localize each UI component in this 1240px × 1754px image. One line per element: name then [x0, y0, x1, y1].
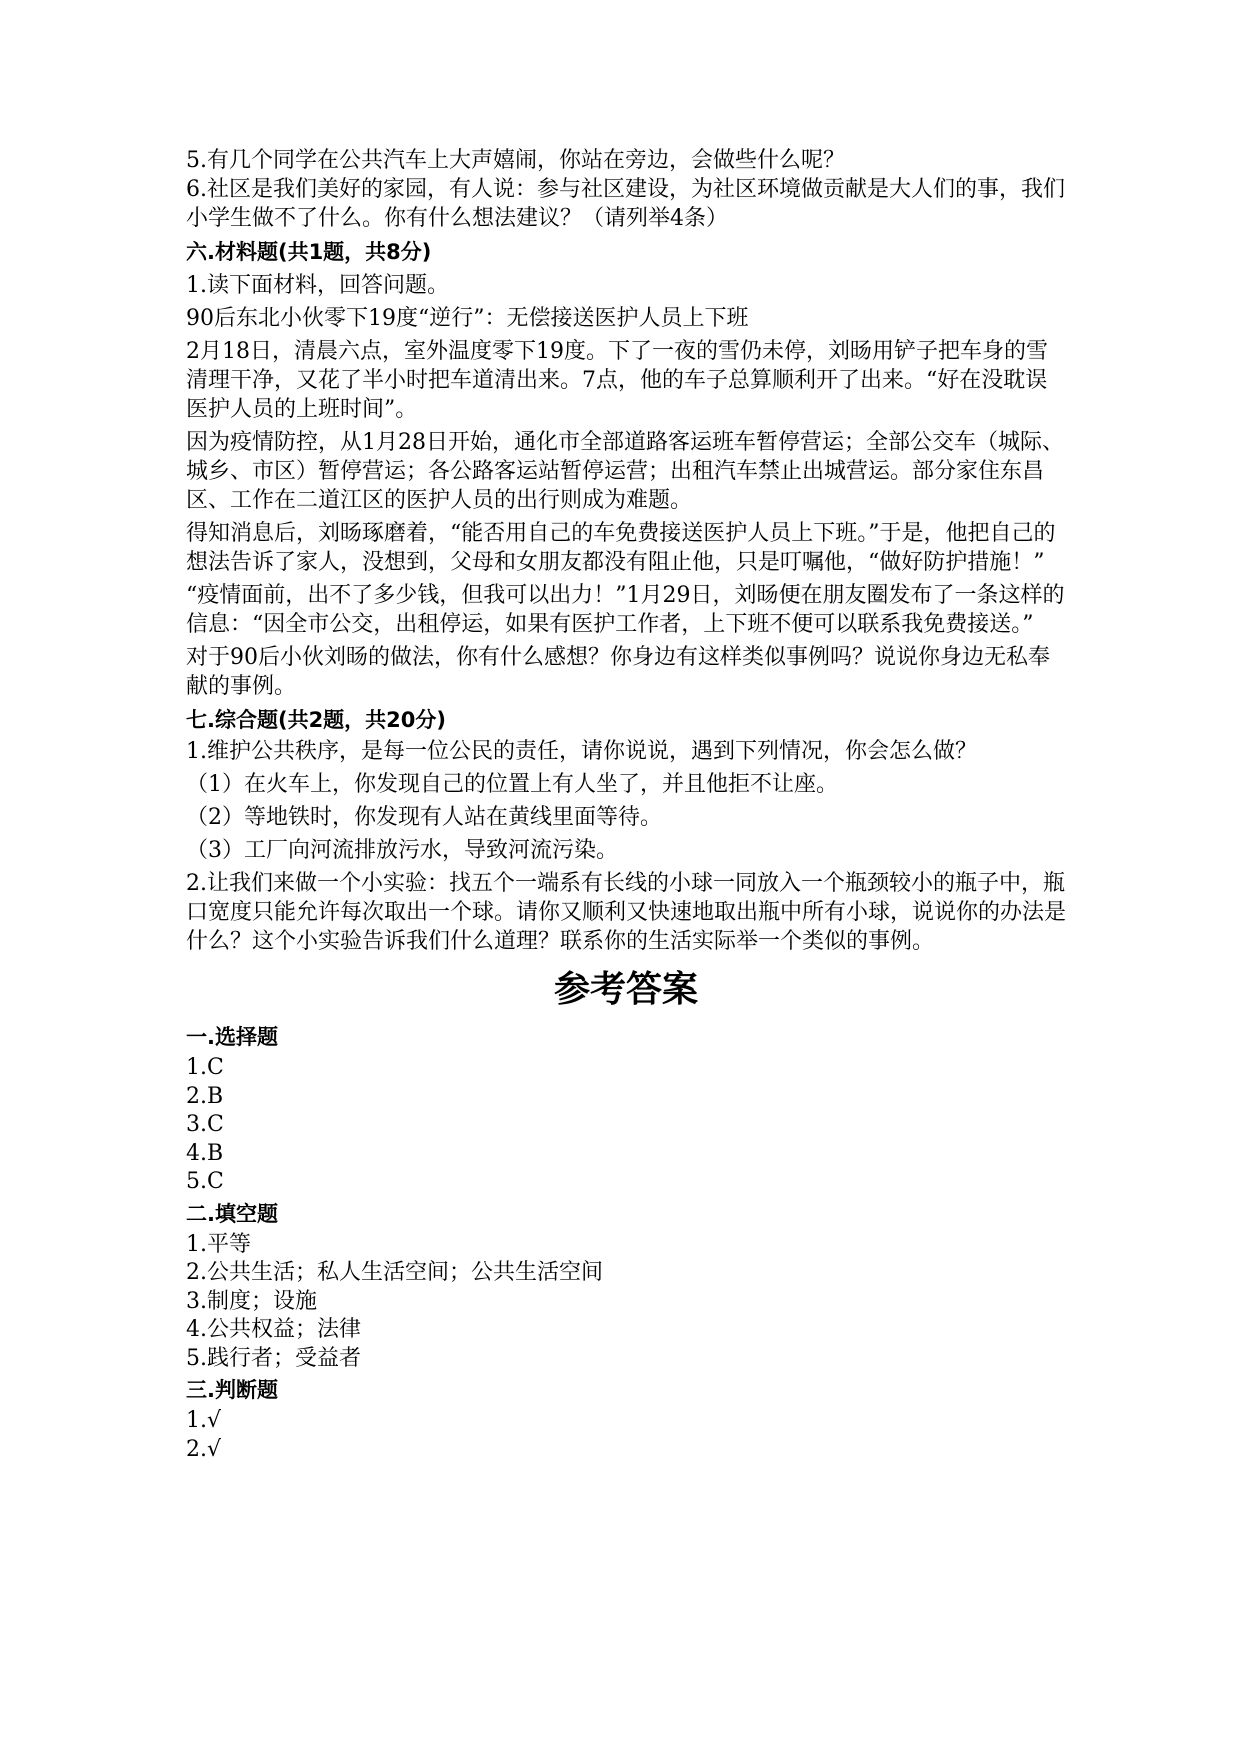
answer-item: 4.B [186, 1140, 224, 1166]
situation-item: （3）工厂向河流排放污水，导致河流污染。 [186, 838, 618, 863]
section-6-heading: 六.材料题(共1题，共8分) [186, 240, 432, 264]
answer-item: 3.制度；设施 [186, 1288, 317, 1314]
section-7-heading: 七.综合题(共2题，共20分) [186, 708, 447, 732]
answer-key-title: 参考答案 [553, 969, 698, 1010]
comprehensive-question-2: 2.让我们来做一个小实验：找五个一端系有长线的小球一同放入一个瓶颈较小的瓶子中，瓶口宽度只能允许每次取出一个球。请你又顺利又快速地取出瓶中所有小球，说说你的办法是什么？这个小实验告诉我们什么道理？联系你的生活实际举一个类似的事例。 [186, 871, 1067, 954]
material-paragraph: 对于90后小伙刘旸的做法，你有什么感想？你身边有这样类似事例吗？说说你身边无私奉献的事例。 [186, 645, 1050, 699]
material-paragraph: 得知消息后，刘旸琢磨着，“能否用自己的车免费接送医护人员上下班。”于是，他把自己的想法告诉了家人，没想到，父母和女朋友都没有阻止他，只是叮嘱他，“做好防护措施！” [186, 521, 1056, 575]
answers-judge-heading: 三.判断题 [186, 1378, 278, 1402]
comprehensive-question-1: 1.维护公共秩序，是每一位公民的责任，请你说说，遇到下列情况，你会怎么做？ [186, 739, 977, 764]
answer-item: 5.C [186, 1169, 224, 1194]
situation-item: （2）等地铁时，你发现有人站在黄线里面等待。 [186, 805, 662, 830]
answer-item: 1.C [186, 1055, 224, 1080]
answer-item: 2.公共生活；私人生活空间；公共生活空间 [186, 1260, 603, 1285]
answer-item: 1.平等 [186, 1231, 251, 1257]
answer-item: 4.公共权益；法律 [186, 1317, 361, 1342]
material-paragraph: 因为疫情防控，从1月28日开始，通化市全部道路客运班车暂停营运；全部公交车（城际、城乡、市区）暂停营运；各公路客运站暂停运营；出租汽车禁止出城营运。部分家住东昌区、工作在二道江区的医护人员的出行则成为难题。 [186, 430, 1064, 513]
material-question-1: 1.读下面材料，回答问题。 [186, 273, 449, 298]
question-6: 6.社区是我们美好的家园，有人说：参与社区建设，为社区环境做贡献是大人们的事，我们小学生做不了什么。你有什么想法建议？（请列举4条） [186, 177, 1065, 231]
situation-item: （1）在火车上，你发现自己的位置上有人坐了，并且他拒不让座。 [186, 772, 838, 797]
document-page [186, 146, 1066, 1464]
answers-choice-heading: 一.选择题 [186, 1025, 278, 1049]
answers-fill-heading: 二.填空题 [186, 1201, 278, 1226]
question-5: 5.有几个同学在公共汽车上大声嬉闹，你站在旁边，会做些什么呢？ [186, 148, 845, 173]
answer-item: 5.践行者；受益者 [186, 1345, 361, 1371]
answer-item: 1.√ [186, 1408, 222, 1433]
material-paragraph: 2月18日，清晨六点，室外温度零下19度。下了一夜的雪仍未停，刘旸用铲子把车身的雪清理干净，又花了半小时把车道清出来。7点，他的车子总算顺利开了出来。“好在没耽误医护人员的上班时间”。 [186, 339, 1048, 422]
material-headline: 90后东北小伙零下19度“逆行”：无偿接送医护人员上下班 [186, 306, 749, 331]
answer-item: 2.B [186, 1083, 224, 1109]
material-paragraph: “疫情面前，出不了多少钱，但我可以出力！”1月29日，刘旸便在朋友圈发布了一条这样的信息：“因全市公交，出租停运，如果有医护工作者，上下班不便可以联系我免费接送。” [186, 583, 1065, 637]
answer-item: 3.C [186, 1112, 224, 1137]
answer-item: 2.√ [186, 1436, 222, 1462]
